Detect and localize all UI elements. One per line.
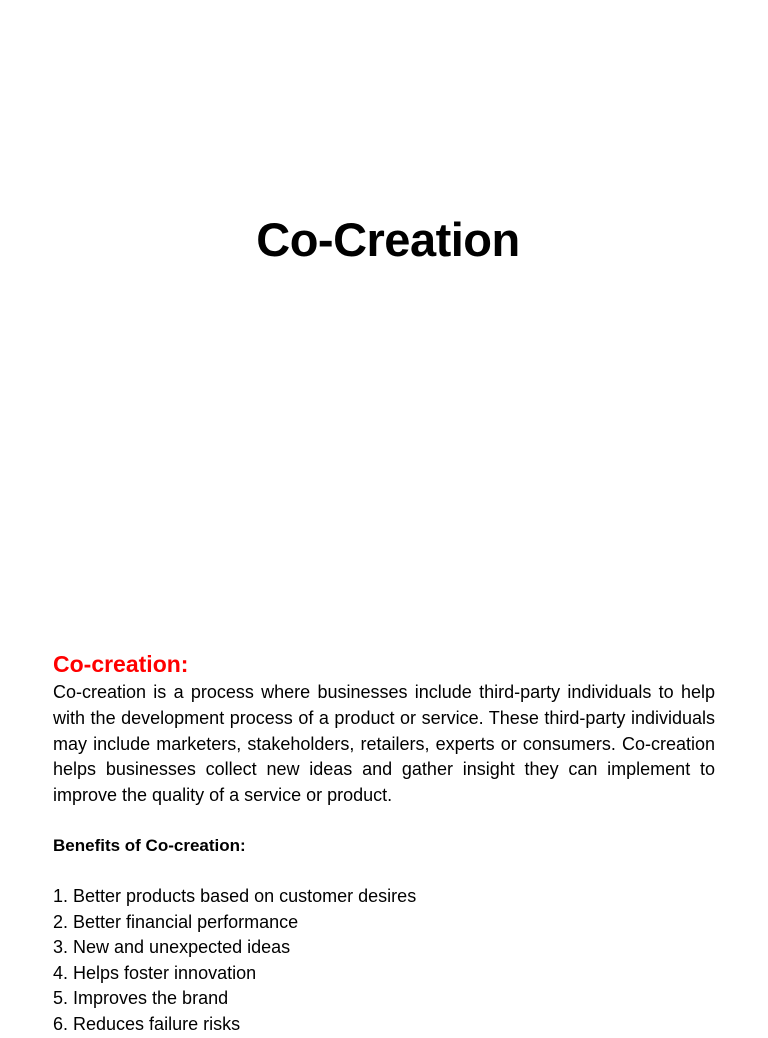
list-item: 5. Improves the brand: [53, 988, 229, 1009]
list-item: 6. Reduces failure risks: [53, 1013, 241, 1034]
title-area: [0, 214, 768, 266]
list-item: 4. Helps foster innovation: [53, 962, 257, 983]
list-item: 1. Better products based on customer desires: [53, 885, 417, 906]
list-item: 3. New and unexpected ideas: [53, 937, 291, 958]
content-section: [53, 648, 715, 1038]
benefits-heading: Benefits of Co-creation:: [53, 835, 246, 855]
list-item: 2. Better financial performance: [53, 911, 299, 932]
section-body-paragraph: Co-creation is a process where businesses include third-party individuals to help with the development process of a product or service. These third-party individuals may include marketers, stakeholders, retailers, experts or consumers. Co-creation helps businesses collect new ideas and gather insight they can implement to improve the quality of a service or product.: [53, 682, 715, 806]
benefits-list: [53, 884, 715, 1038]
page-title: Co-Creation: [256, 213, 520, 266]
section-heading: Co-creation:: [53, 651, 189, 677]
